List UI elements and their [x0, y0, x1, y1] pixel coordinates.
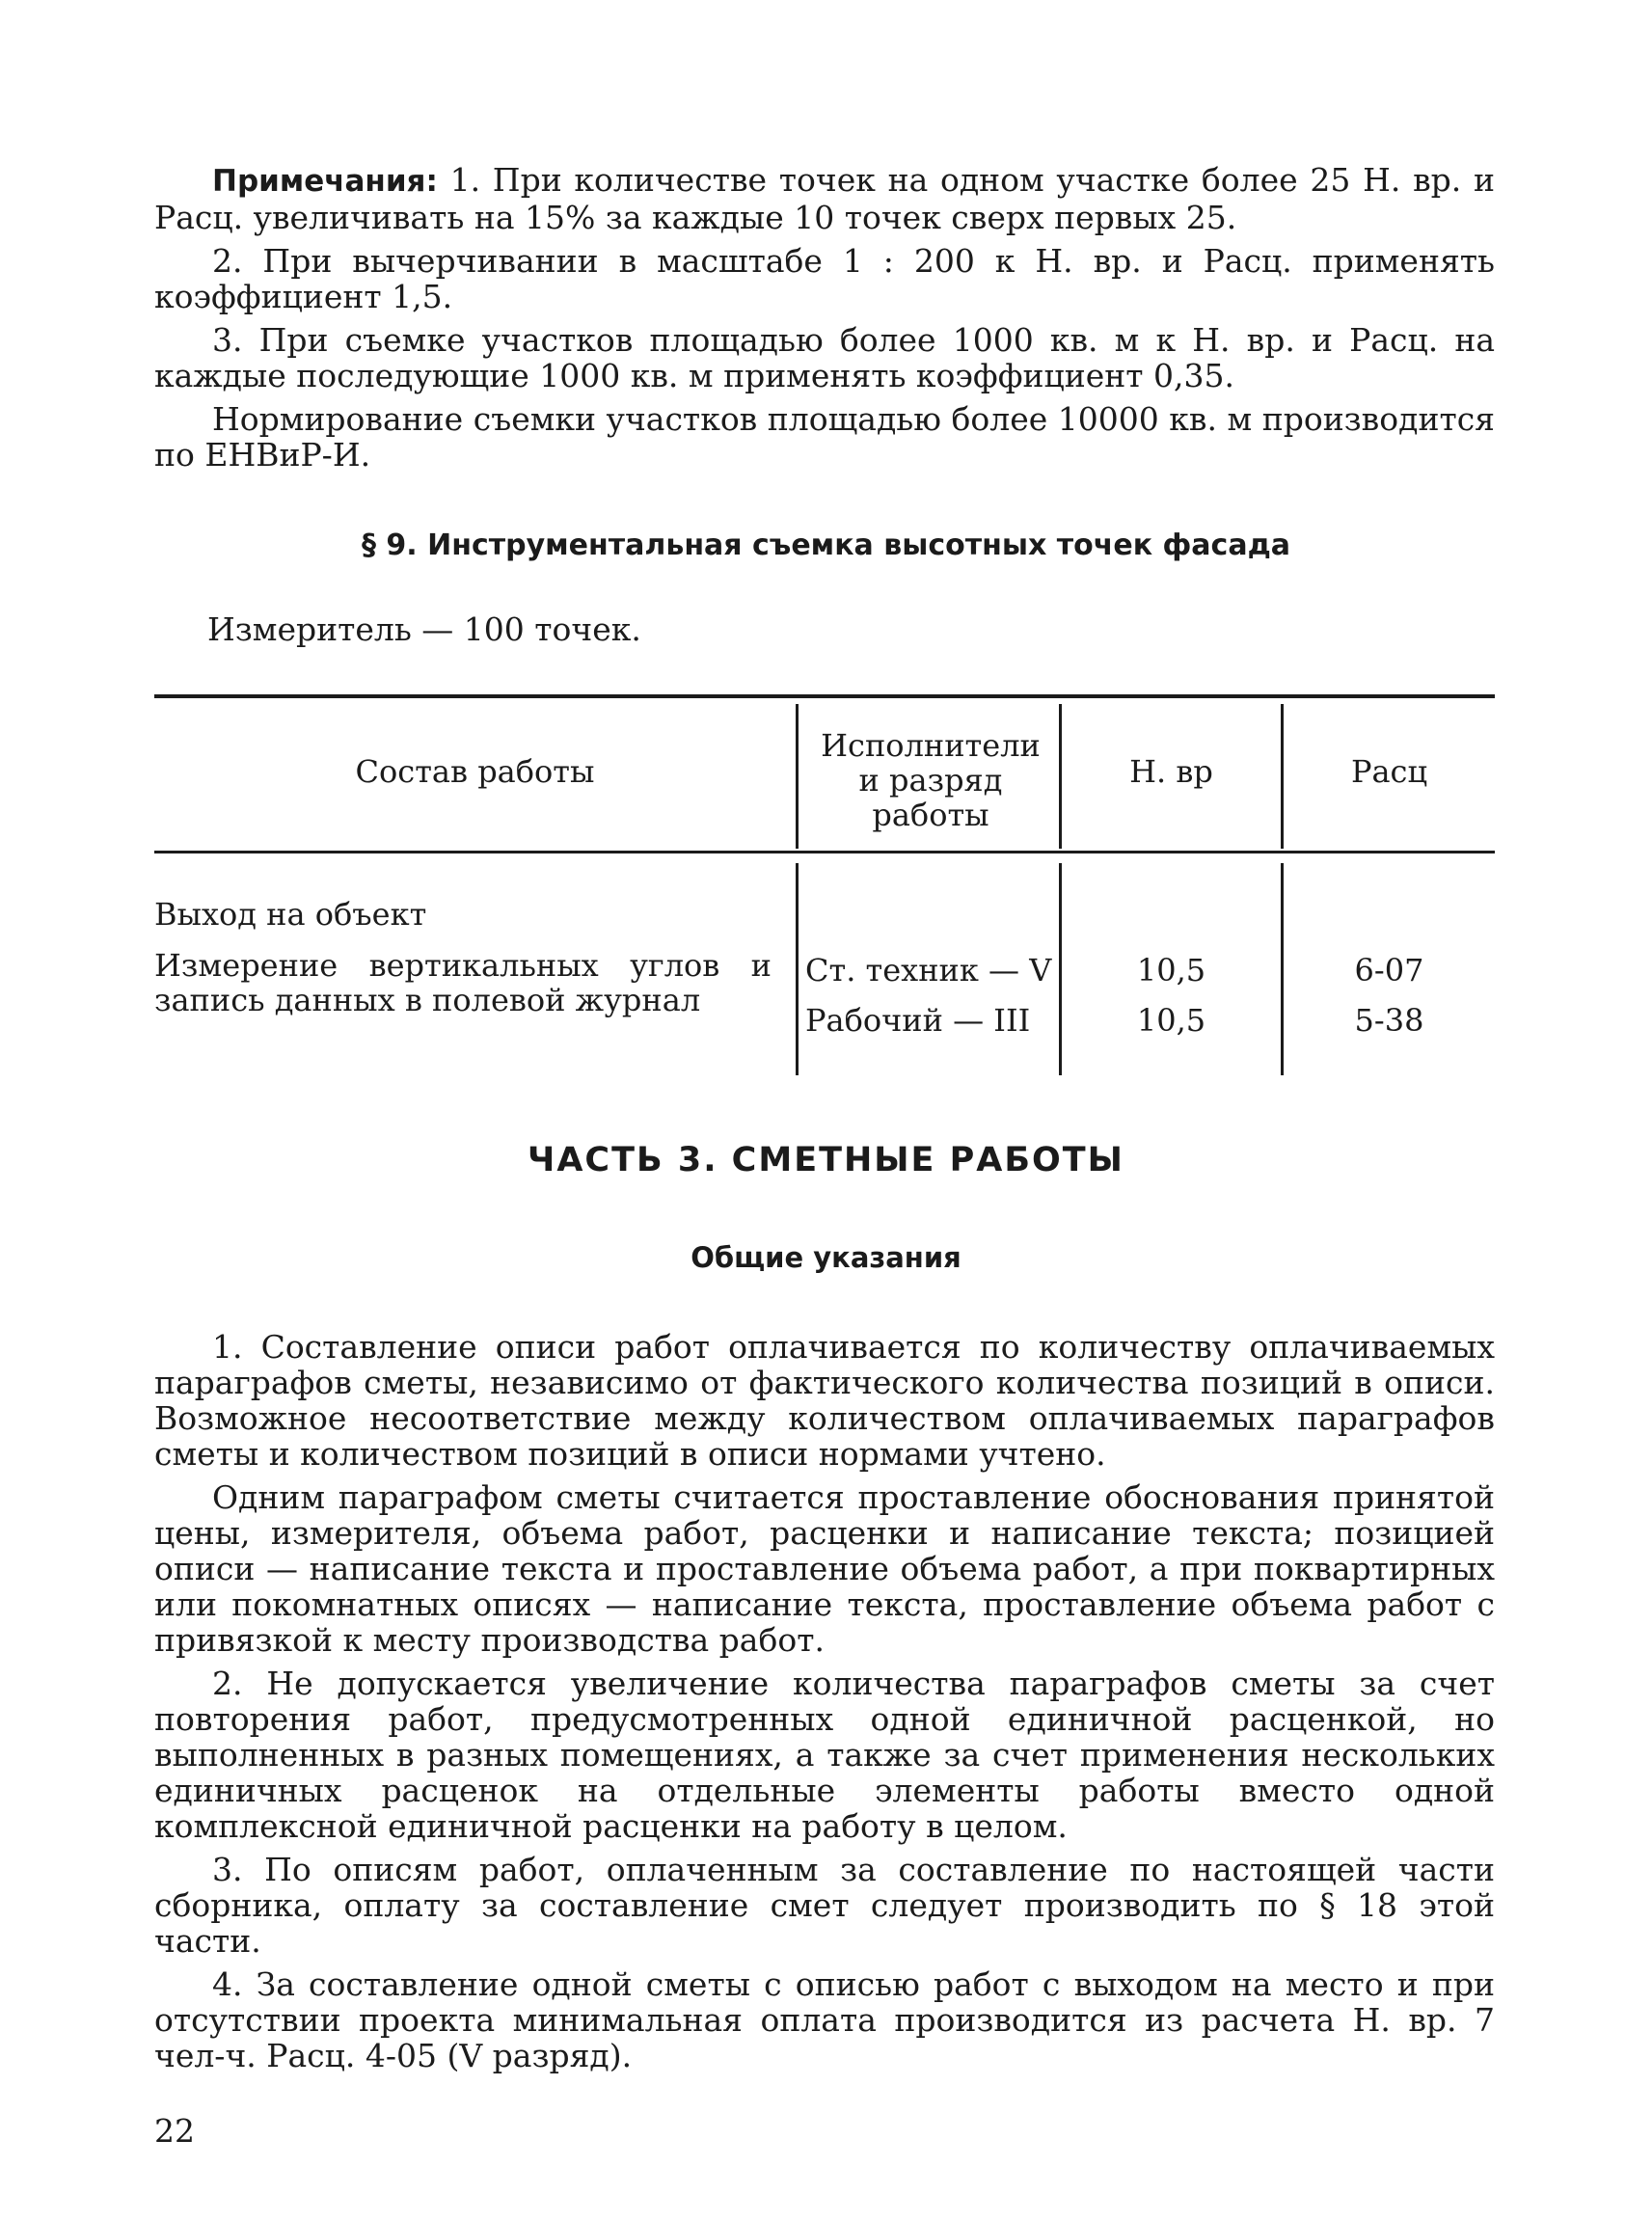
part-subtitle: Общие указания	[691, 1241, 961, 1274]
work-table	[154, 694, 1495, 1080]
row-norm-1: 10,5	[1136, 952, 1206, 989]
notes-label: Примечания:	[212, 164, 438, 199]
page-number: 22	[154, 2112, 195, 2150]
body-block	[154, 1329, 1495, 2081]
row-norm-2: 10,5	[1136, 1002, 1206, 1039]
note-2: 2. При вычерчивании в масштабе 1 : 200 к Н. вр. и Расц. применять коэффициент 1,5.	[154, 242, 1495, 315]
table-top-rule	[154, 694, 1495, 698]
row-performer-2: Рабочий — III	[805, 1002, 1031, 1039]
note-4: Нормирование съемки участков площадью более 10000 кв. м производится по ЕНВиР-И.	[154, 400, 1495, 474]
notes-block	[154, 162, 1495, 480]
body-paragraph-5: 4. За составление одной сметы с описью работ с выходом на место и при отсутствии проекта минимальная оплата производится из расчета Н. вр. 7 чел-ч. Расц. 4-05 (V разряд).	[154, 1965, 1495, 2074]
row-work-1: Выход на объект	[154, 896, 427, 933]
row-rate-2: 5-38	[1354, 1002, 1424, 1039]
body-paragraph-2: Одним параграфом сметы считается проставление обоснования принятой цены, измерителя, объема работ, расценки и написание текста; позицией описи — написание текста и проставление объема работ, а при поквартирных или покомнатных описях — написание текста, проставление объема работ с привязкой к месту производства работ.	[154, 1478, 1495, 1659]
header-rate: Расц	[1350, 753, 1428, 790]
part-title: ЧАСТЬ 3. СМЕТНЫЕ РАБОТЫ	[528, 1141, 1124, 1179]
row-work-2: Измерение вертикальных углов и запись данных в полевой журнал	[154, 947, 772, 1018]
note-1-text: 1. При количестве точек на одном участке более 25 Н. вр. и Расц. увеличивать на 15% за каждые 10 точек сверх первых 25.	[154, 161, 1495, 236]
header-norm: Н. вр	[1129, 753, 1213, 790]
row-performer-1: Ст. техник — V	[805, 952, 1052, 989]
section-title: § 9. Инструментальная съемка высотных точек фасада	[361, 528, 1291, 562]
table-header-rule	[154, 851, 1495, 853]
note-3: 3. При съемке участков площадью более 1000 кв. м к Н. вр. и Расц. на каждые последующие 1000 кв. м применять коэффициент 0,35.	[154, 321, 1495, 394]
col-divider	[796, 704, 799, 849]
measure-unit: Измеритель — 100 точек.	[207, 610, 641, 648]
body-paragraph-3: 2. Не допускается увеличение количества параграфов сметы за счет повторения работ, предусмотренных одной единичной расценкой, но выполненных в разных помещениях, а также за счет применения нескольких единичных расценок на отдельные элементы работы вместо одной комплексной единичной расценки на работу в целом.	[154, 1665, 1495, 1845]
header-performers: Исполнители и разряд работы	[821, 727, 1041, 833]
note-1	[154, 162, 1495, 235]
body-paragraph-1: 1. Составление описи работ оплачивается по количеству оплачиваемых параграфов сметы, независимо от фактического количества позиций в описи. Возможное несоответствие между количеством оплачиваемых параграфов сметы и количеством позиций в описи нормами учтено.	[154, 1328, 1495, 1473]
col-divider	[796, 863, 799, 1075]
header-work: Состав работы	[355, 753, 595, 790]
row-rate-1: 6-07	[1354, 952, 1424, 989]
body-paragraph-4: 3. По описям работ, оплаченным за составление по настоящей части сборника, оплату за составление смет следует производить по § 18 этой части.	[154, 1851, 1495, 1960]
